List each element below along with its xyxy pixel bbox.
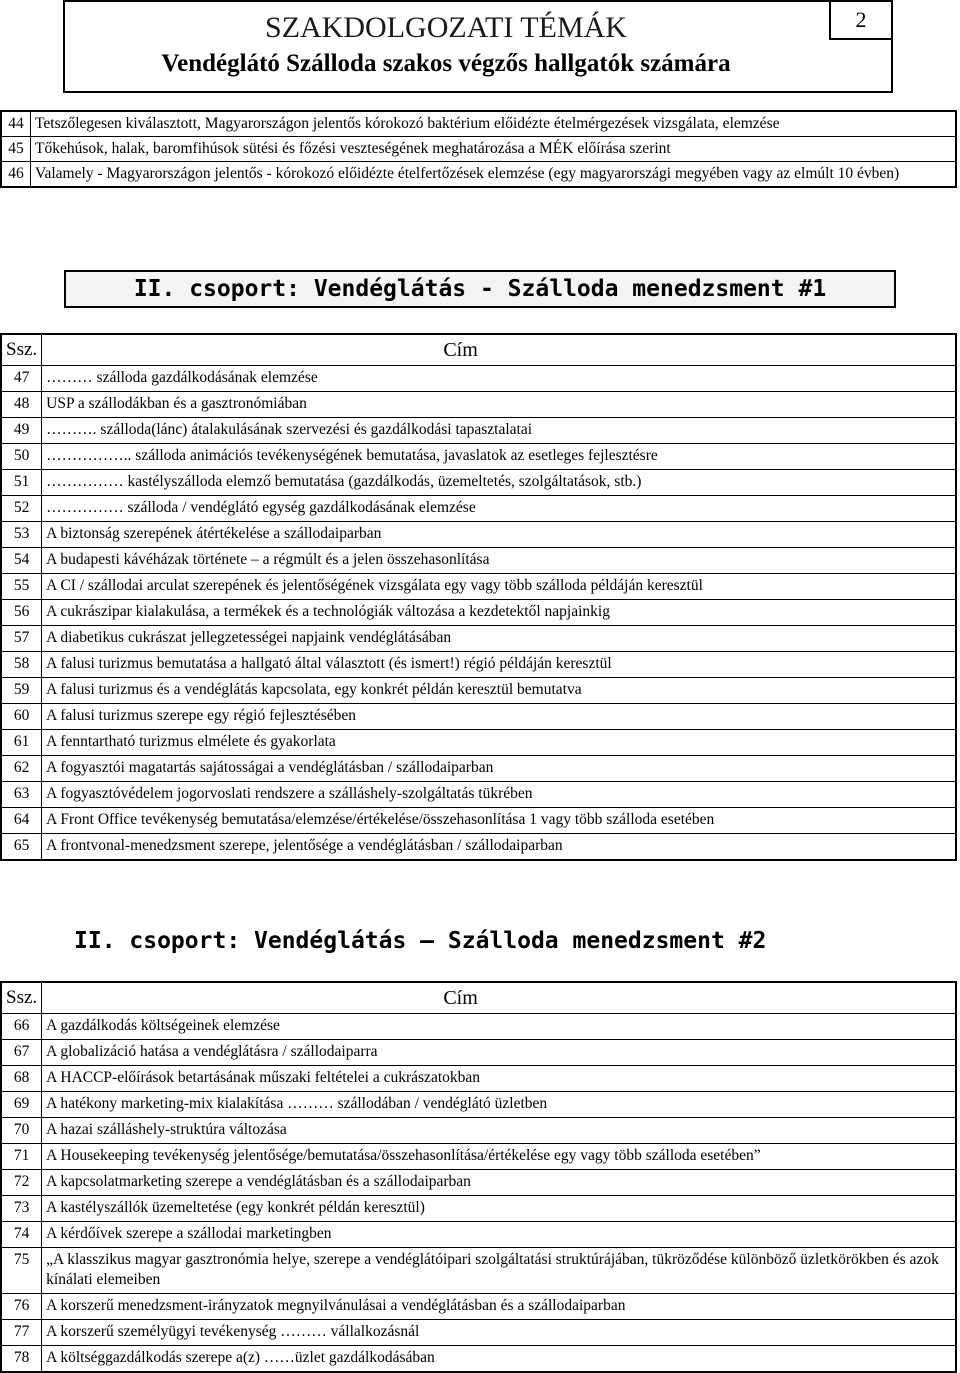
table-header-row [1,982,956,1014]
table-row [1,1066,956,1092]
row-number: 77 [1,1320,42,1346]
table-row [1,834,956,861]
row-number: 49 [1,418,42,444]
row-number: 45 [1,137,31,162]
document-subtitle: Vendéglátó Szálloda szakos végzős hallgatók számára [161,50,731,77]
topic-table-rows [1,366,956,861]
row-number: 65 [1,834,42,861]
table-row [1,162,956,188]
topic-title: …………… kastélyszálloda elemző bemutatása (gazdálkodás, üzemeltetés, szolgáltatások, stb.) [42,470,956,496]
row-number: 47 [1,366,42,392]
table-row [1,1040,956,1066]
row-number: 69 [1,1092,42,1118]
topic-title: …………… szálloda / vendéglátó egység gazdálkodásának elemzése [42,496,956,522]
table-row [1,1170,956,1196]
row-number: 76 [1,1294,42,1320]
topic-title: Tőkehúsok, halak, baromfihúsok sütési és főzési veszteségének meghatározása a MÉK előírása szerint [31,137,957,162]
topic-title: A fenntartható turizmus elmélete és gyakorlata [42,730,956,756]
row-number: 72 [1,1170,42,1196]
topic-title: A korszerű menedzsment-irányzatok megnyilvánulásai a vendéglátásban és a szállodaiparban [42,1294,956,1320]
group-heading-1: II. csoport: Vendéglátás - Szálloda menedzsment #1 [64,270,896,308]
table-row [1,626,956,652]
topic-title: A diabetikus cukrászat jellegzetességei napjaink vendéglátásában [42,626,956,652]
row-number: 74 [1,1222,42,1248]
table-row [1,756,956,782]
row-number: 51 [1,470,42,496]
table-row [1,678,956,704]
table-row [1,730,956,756]
topic-title: A falusi turizmus és a vendéglátás kapcsolata, egy konkrét példán keresztül bemutatva [42,678,956,704]
table-row [1,111,956,137]
table-row [1,1222,956,1248]
column-header-number: Ssz. [1,334,42,366]
row-number: 46 [1,162,31,188]
topic-table-group2-part2 [0,981,957,1373]
column-header-title: Cím [42,982,956,1014]
row-number: 71 [1,1144,42,1170]
table-row [1,652,956,678]
table-row [1,1144,956,1170]
table-row [1,548,956,574]
table-row [1,1346,956,1373]
group-heading-2: II. csoport: Vendéglátás – Szálloda menedzsment #2 [74,928,767,954]
topic-title: A fogyasztóvédelem jogorvoslati rendszere a szálláshely-szolgáltatás tükrében [42,782,956,808]
topic-table-body [1,111,956,187]
row-number: 78 [1,1346,42,1373]
table-row [1,1294,956,1320]
row-number: 70 [1,1118,42,1144]
row-number: 59 [1,678,42,704]
table-header-row [1,334,956,366]
table-row [1,782,956,808]
table-row [1,522,956,548]
column-header-title: Cím [42,334,956,366]
row-number: 75 [1,1248,42,1294]
row-number: 66 [1,1014,42,1040]
table-row [1,600,956,626]
row-number: 62 [1,756,42,782]
column-header-number: Ssz. [1,982,42,1014]
page-number: 2 [829,2,891,40]
topic-title: A falusi turizmus szerepe egy régió fejlesztésében [42,704,956,730]
table-row [1,392,956,418]
row-number: 60 [1,704,42,730]
topic-title: A kastélyszállók üzemeltetése (egy konkrét példán keresztül) [42,1196,956,1222]
topic-title: A cukrászipar kialakulása, a termékek és a technológiák változása a kezdetektől napjainkig [42,600,956,626]
topic-title: …………….. szálloda animációs tevékenységének bemutatása, javaslatok az esetleges fejlesztésre [42,444,956,470]
row-number: 55 [1,574,42,600]
topic-table-rows [1,1014,956,1373]
topic-title: A költséggazdálkodás szerepe a(z) ……üzlet gazdálkodásában [42,1346,956,1373]
topic-title: A fogyasztói magatartás sajátosságai a vendéglátásban / szállodaiparban [42,756,956,782]
row-number: 57 [1,626,42,652]
row-number: 50 [1,444,42,470]
row-number: 67 [1,1040,42,1066]
topic-title: „A klasszikus magyar gasztronómia helye, szerepe a vendéglátóipari szolgáltatási struktúrájában, tükröződése különböző üzletkörökben és azok kínálati elemeiben [42,1248,956,1294]
topic-title: A globalizáció hatása a vendéglátásra / szállodaiparra [42,1040,956,1066]
row-number: 53 [1,522,42,548]
topic-title: A gazdálkodás költségeinek elemzése [42,1014,956,1040]
row-number: 58 [1,652,42,678]
table-row [1,444,956,470]
topic-title: ………. szálloda(lánc) átalakulásának szervezési és gazdálkodási tapasztalatai [42,418,956,444]
row-number: 48 [1,392,42,418]
table-row [1,418,956,444]
topic-table-group2-part1 [0,333,957,861]
row-number: 64 [1,808,42,834]
table-row [1,1118,956,1144]
document-header [63,0,893,93]
row-number: 68 [1,1066,42,1092]
row-number: 63 [1,782,42,808]
row-number: 61 [1,730,42,756]
row-number: 56 [1,600,42,626]
table-row [1,574,956,600]
row-number: 73 [1,1196,42,1222]
table-row [1,366,956,392]
topic-title: A HACCP-előírások betartásának műszaki feltételei a cukrászatokban [42,1066,956,1092]
topic-title: A korszerű személyügyi tevékenység ……… vállalkozásnál [42,1320,956,1346]
table-row [1,808,956,834]
topic-title: A kérdőívek szerepe a szállodai marketingben [42,1222,956,1248]
document-title: SZAKDOLGOZATI TÉMÁK [265,11,627,44]
topic-title: A falusi turizmus bemutatása a hallgató által választott (és ismert!) régió példáján keresztül [42,652,956,678]
table-row [1,496,956,522]
topic-table-body [1,982,956,1014]
table-row [1,704,956,730]
topic-title: A biztonság szerepének átértékelése a szállodaiparban [42,522,956,548]
table-row [1,1320,956,1346]
topic-title: A kapcsolatmarketing szerepe a vendéglátásban és a szállodaiparban [42,1170,956,1196]
table-row [1,1196,956,1222]
topic-table-group1-continued [0,110,957,188]
topic-title: A CI / szállodai arculat szerepének és jelentőségének vizsgálata egy vagy több szálloda példáján keresztül [42,574,956,600]
table-row [1,137,956,162]
row-number: 52 [1,496,42,522]
row-number: 44 [1,111,31,137]
topic-title: Tetszőlegesen kiválasztott, Magyarországon jelentős kórokozó baktérium előidézte ételmérgezések vizsgálata, elemzése [31,111,957,137]
table-row [1,1248,956,1294]
topic-title: A hazai szálláshely-struktúra változása [42,1118,956,1144]
table-row [1,1014,956,1040]
topic-table-body [1,334,956,366]
topic-title: A frontvonal-menedzsment szerepe, jelentősége a vendéglátásban / szállodaiparban [42,834,956,861]
table-row [1,470,956,496]
topic-title: Valamely - Magyarországon jelentős - kórokozó előidézte ételfertőzések elemzése (egy magyarországi megyében vagy az elmúlt 10 évben) [31,162,957,188]
row-number: 54 [1,548,42,574]
topic-title: A Front Office tevékenység bemutatása/elemzése/értékelése/összehasonlítása 1 vagy több szálloda esetében [42,808,956,834]
topic-title: A budapesti kávéházak története – a régmúlt és a jelen összehasonlítása [42,548,956,574]
table-row [1,1092,956,1118]
topic-title: USP a szállodákban és a gasztronómiában [42,392,956,418]
topic-title: A hatékony marketing-mix kialakítása ……… szállodában / vendéglátó üzletben [42,1092,956,1118]
topic-title: A Housekeeping tevékenység jelentősége/bemutatása/összehasonlítása/értékelése egy vagy több szálloda esetében” [42,1144,956,1170]
topic-title: ……… szálloda gazdálkodásának elemzése [42,366,956,392]
